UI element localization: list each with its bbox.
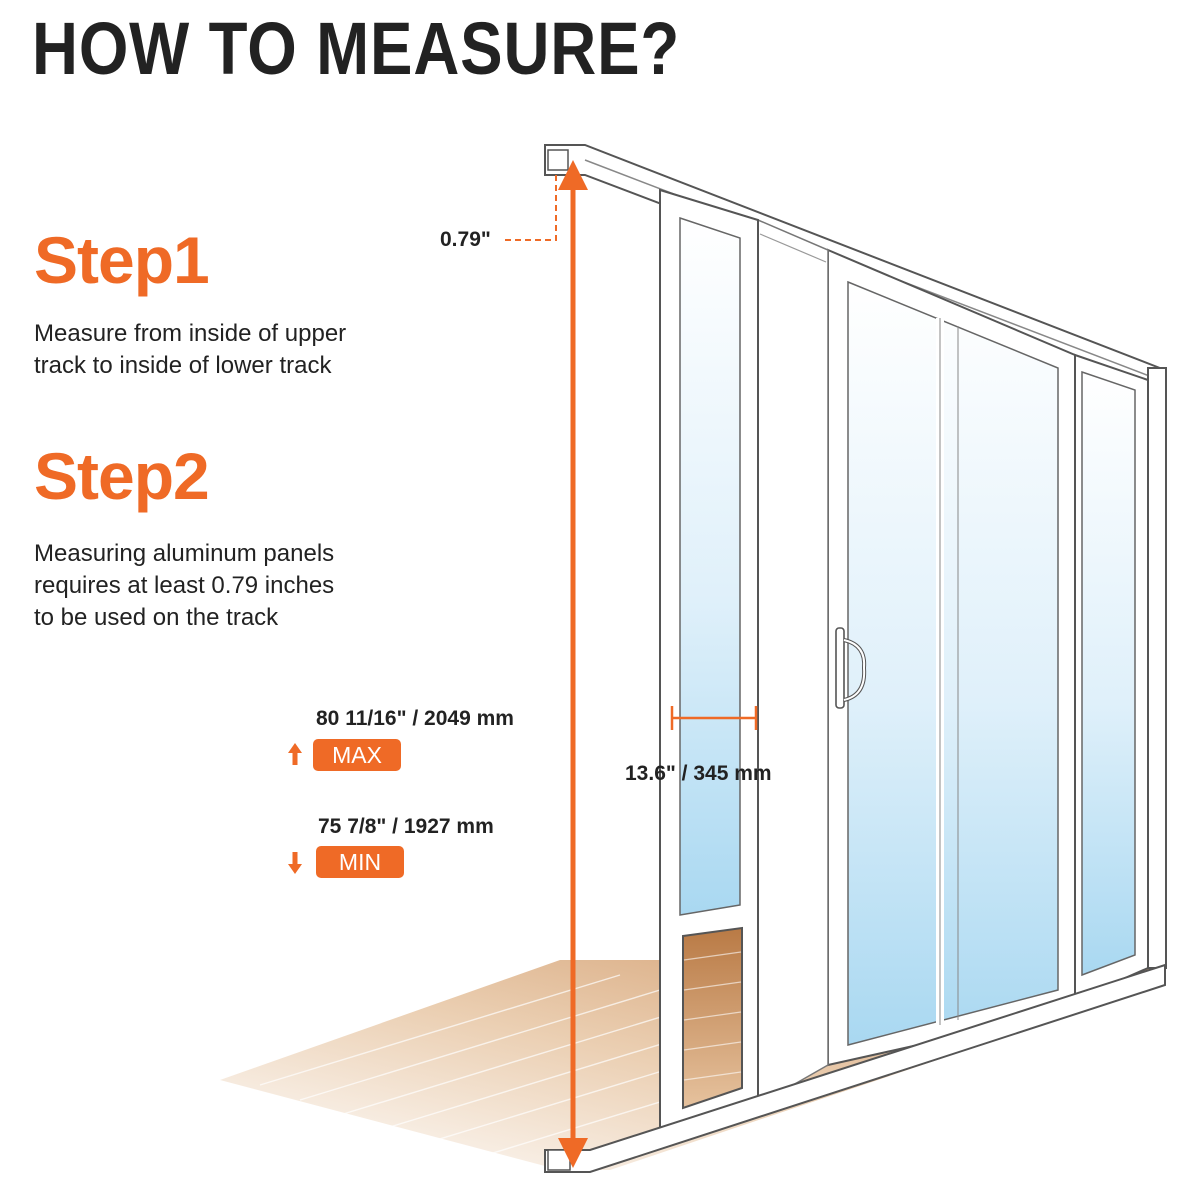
arrow-up-icon — [288, 743, 302, 765]
track-offset-label: 0.79" — [440, 228, 491, 251]
panel-width-label: 13.6" / 345 mm — [625, 762, 772, 785]
page-title: HOW TO MEASURE? — [32, 7, 681, 90]
track-offset-leader — [505, 175, 556, 240]
min-height-label: 75 7/8" / 1927 mm — [318, 815, 494, 838]
arrow-down-icon — [288, 852, 302, 874]
fixed-glass-panel — [1075, 355, 1148, 1000]
min-badge: MIN — [316, 846, 404, 878]
outer-frame-right — [1148, 368, 1166, 968]
step1-description — [34, 318, 434, 382]
step2-line: Measuring aluminum panels — [34, 540, 335, 567]
step1-line: Measure from inside of upper — [34, 320, 347, 347]
step1-heading: Step1 — [34, 223, 209, 297]
step2-line: requires at least 0.79 inches — [34, 572, 335, 599]
step2-description — [34, 538, 434, 634]
step2-line: to be used on the track — [34, 604, 279, 631]
pet-door-panel — [660, 190, 758, 1140]
step1-line: track to inside of lower track — [34, 352, 332, 379]
step2-heading: Step2 — [34, 439, 209, 513]
max-badge: MAX — [313, 739, 401, 771]
max-height-label: 80 11/16" / 2049 mm — [316, 707, 514, 730]
frame-gap — [758, 220, 828, 1105]
